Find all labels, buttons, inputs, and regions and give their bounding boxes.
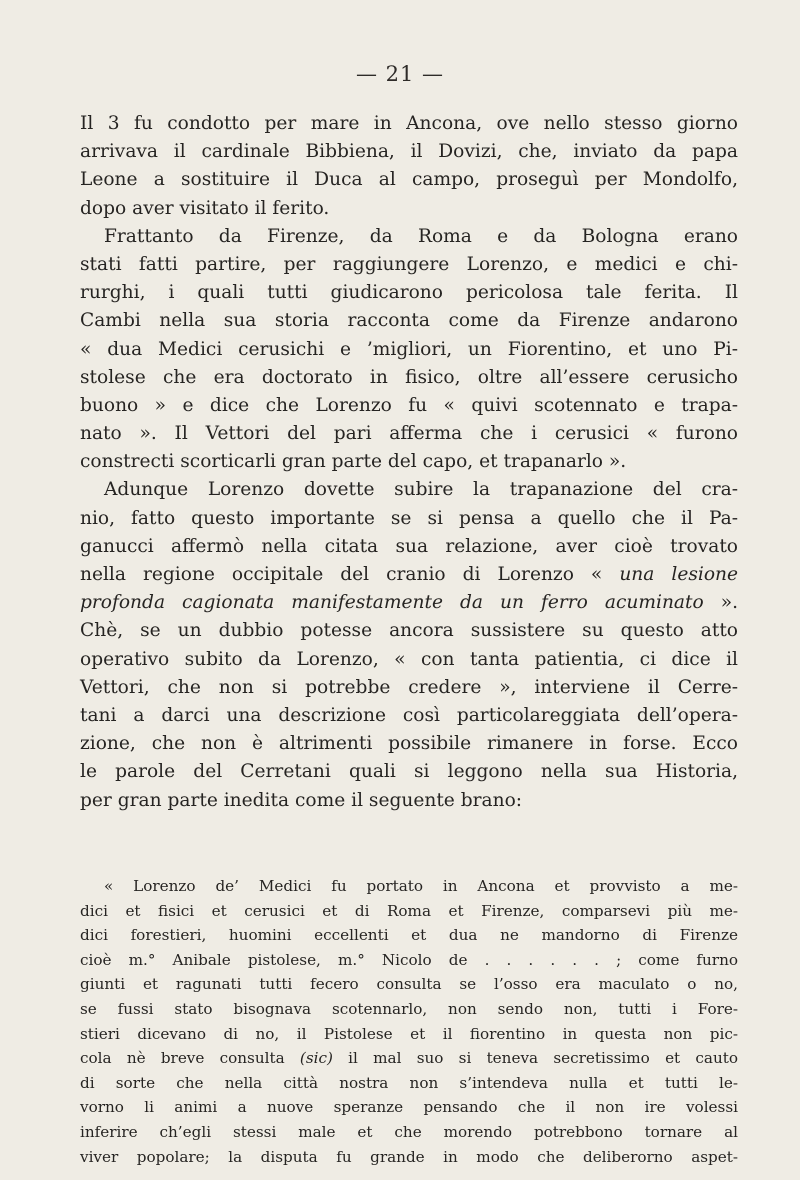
text-segment: il mal suo si teneva secretissimo et cauto xyxy=(332,1049,738,1068)
text-line: Frattanto da Firenze, da Roma e da Bologna erano xyxy=(104,225,738,247)
text-line: nio, fatto questo importante se si pensa a quello che il Pa- xyxy=(80,507,738,529)
text-line xyxy=(80,589,738,617)
quote-line: giunti et ragunati tutti fecero consulta se l’osso era maculato o no, xyxy=(80,975,738,994)
quote-line xyxy=(80,1046,738,1071)
text-line xyxy=(80,561,738,589)
text-segment: ». xyxy=(703,592,738,614)
text-line: zione, che non è altrimenti possibile rimanere in forse. Ecco xyxy=(80,733,738,755)
italic-quote: profonda cagionata manifestamente da un ferro acuminato xyxy=(80,592,704,614)
text-segment: nella regione occipitale del cranio di Lorenzo « xyxy=(80,564,620,585)
quote-line: « Lorenzo de’ Medici fu portato in Ancona et provvisto a me- xyxy=(104,877,738,895)
text-line: le parole del Cerretani quali si leggono nella sua Historia, xyxy=(80,761,738,783)
text-line: stati fatti partire, per raggiungere Lorenzo, e medici e chi- xyxy=(80,253,738,275)
text-line: per gran parte inedita come il seguente brano: xyxy=(80,789,523,811)
sic-note: (sic) xyxy=(299,1049,333,1068)
quote-line: stieri dicevano di no, il Pistolese et il fiorentino in questa non pic- xyxy=(80,1024,738,1043)
page-number: — 21 — xyxy=(355,62,445,86)
block-quote xyxy=(80,874,738,1169)
italic-quote: una lesione xyxy=(619,564,738,585)
text-line: buono » e dice che Lorenzo fu « quivi scotennato e trapa- xyxy=(80,394,738,416)
text-line: Leone a sostituire il Duca al campo, proseguì per Mondolfo, xyxy=(80,169,738,191)
text-line: Adunque Lorenzo dovette subire la trapanazione del cra- xyxy=(104,479,738,501)
quote-line: inferire ch’egli stessi male et che morendo potrebbono tornare al xyxy=(80,1122,738,1141)
text-line: Il 3 fu condotto per mare in Ancona, ove nello stesso giorno xyxy=(80,113,738,134)
main-paragraphs xyxy=(80,110,738,815)
text-line: constrecti scorticarli gran parte del capo, et trapanarlo ». xyxy=(80,451,627,473)
text-line: dopo aver visitato il ferito. xyxy=(80,197,330,219)
text-line: operativo subito da Lorenzo, « con tanta patientia, ci dice il xyxy=(80,648,738,670)
text-line: ganucci affermò nella citata sua relazione, aver cioè trovato xyxy=(80,535,738,557)
text-line: tani a darci una descrizione così particolareggiata dell’opera- xyxy=(80,704,738,726)
quote-line: vorno li animi a nuove speranze pensando che il non ire volessi xyxy=(80,1098,738,1117)
quote-line: dici et fisici et cerusici et di Roma et Firenze, comparsevi più me- xyxy=(80,901,738,920)
text-line: Chè, se un dubbio potesse ancora sussistere su questo atto xyxy=(80,620,738,642)
text-line: arrivava il cardinale Bibbiena, il Dovizi, che, inviato da papa xyxy=(80,141,738,163)
text-line: « dua Medici cerusichi e ’migliori, un Fiorentino, et uno Pi- xyxy=(80,338,738,360)
text-line: nato ». Il Vettori del pari afferma che i cerusici « furono xyxy=(80,423,738,445)
quote-line: cioè m.° Anibale pistolese, m.° Nicolo de . . . . . . ; come furno xyxy=(80,950,738,969)
text-line: Cambi nella sua storia racconta come da Firenze andarono xyxy=(80,310,738,332)
text-line: rurghi, i quali tutti giudicarono pericolosa tale ferita. Il xyxy=(80,282,738,304)
quote-line: viver popolare; la disputa fu grande in modo che deliberorno aspet- xyxy=(80,1147,738,1166)
quote-line: se fussi stato bisognava scotennarlo, non sendo non, tutti i Fore- xyxy=(80,999,738,1018)
text-line: Vettori, che non si potrebbe credere », interviene il Cerre- xyxy=(80,676,738,698)
quote-line: dici forestieri, huomini eccellenti et dua ne mandorno di Firenze xyxy=(80,926,738,945)
text-segment: cola nè breve consulta xyxy=(80,1049,300,1068)
text-line: stolese che era doctorato in fisico, oltre all’essere cerusicho xyxy=(80,366,738,388)
quote-line: di sorte che nella città nostra non s’intendeva nulla et tutti le- xyxy=(80,1073,738,1092)
